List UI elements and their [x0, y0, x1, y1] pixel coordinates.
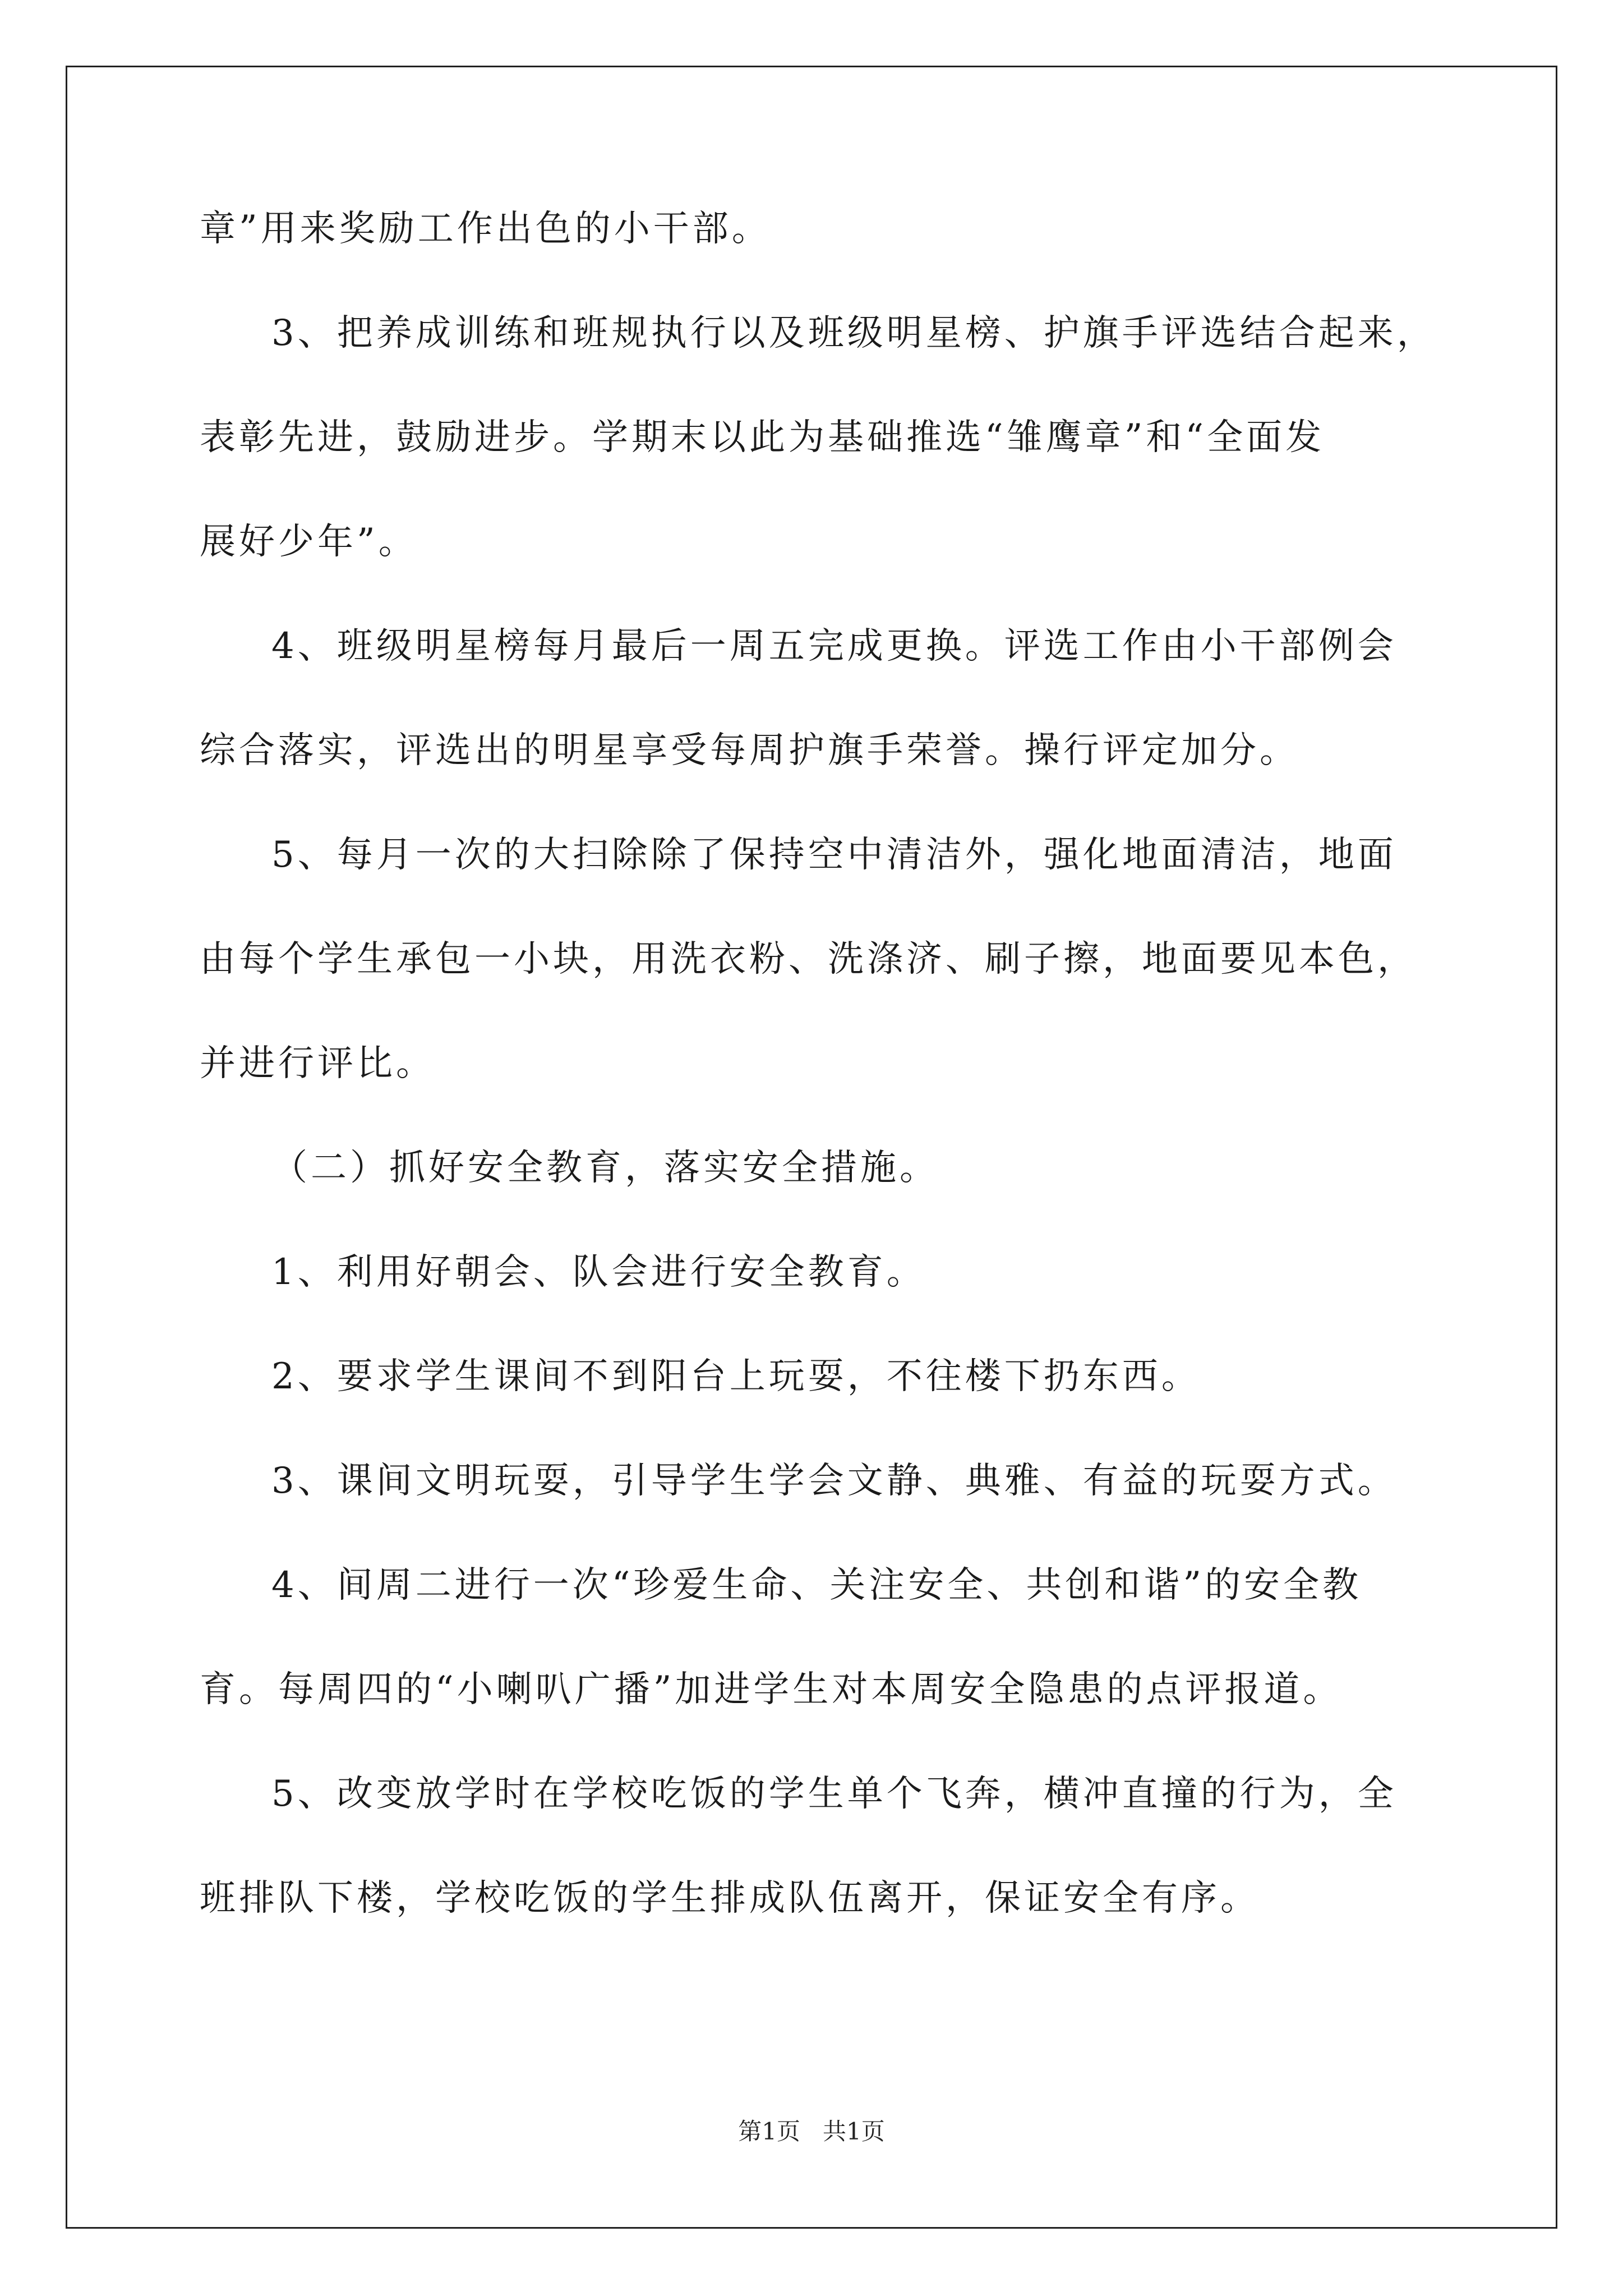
document-body [200, 203, 1436, 1924]
text-line: 表彰先进，鼓励进步。学期末以此为基础推选“雏鹰章”和“全面发 [200, 417, 1325, 458]
text-line: 4、班级明星榜每月最后一周五完成更换。评选工作由小干部例会 [271, 625, 1397, 667]
page-footer [0, 2118, 1623, 2146]
text-line: 育。每周四的“小喇叭广播”加进学生对本周安全隐患的点评报道。 [200, 1669, 1343, 1710]
section-heading: （二）抓好安全教育，落实安全措施。 [271, 1147, 939, 1189]
text-line: 3、把养成训练和班规执行以及班级明星榜、护旗手评选结合起来， [271, 312, 1436, 354]
text-line: 5、改变放学时在学校吃饭的学生单个飞奔，横冲直撞的行为，全 [271, 1773, 1397, 1815]
text-line: 展好少年”。 [200, 521, 418, 563]
text-line: 1、利用好朝会、队会进行安全教育。 [271, 1251, 926, 1293]
text-line: 班排队下楼，学校吃饭的学生排成队伍离开，保证安全有序。 [200, 1878, 1260, 1919]
text-line: 5、每月一次的大扫除除了保持空中清洁外，强化地面清洁，地面 [271, 834, 1397, 876]
text-line: 3、课间文明玩耍，引导学生学会文静、典雅、有益的玩耍方式。 [271, 1460, 1397, 1502]
text-line: 4、间周二进行一次“珍爱生命、关注安全、共创和谐”的安全教 [271, 1565, 1362, 1606]
page-number: 第1页 [738, 2118, 800, 2145]
text-line: 由每个学生承包一小块，用洗衣粉、洗涤济、刷子擦，地面要见本色， [200, 938, 1417, 980]
text-line: 并进行评比。 [200, 1043, 435, 1084]
total-pages: 共1页 [823, 2118, 885, 2145]
text-line: 章”用来奖励工作出色的小干部。 [200, 208, 771, 250]
text-line: 综合落实，评选出的明星享受每周护旗手荣誉。操行评定加分。 [200, 730, 1299, 771]
text-line: 2、要求学生课间不到阳台上玩耍，不往楼下扔东西。 [271, 1356, 1201, 1397]
